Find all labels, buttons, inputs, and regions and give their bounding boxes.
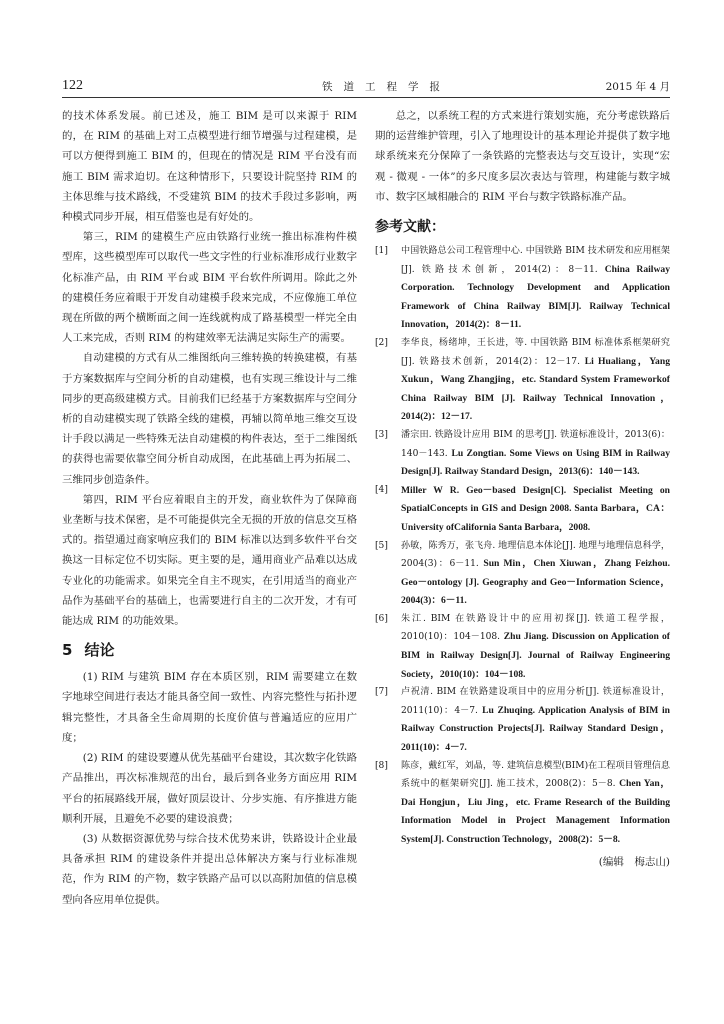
reference-item (375, 538, 670, 611)
right-column (375, 106, 670, 869)
reference-en: Miller W R. Geo－based Design[C]. Specialist Meeting on SpatialConcepts in GIS and Design 2008. Santa Barbara，CA：University ofCalifornia Santa Barbara，2008. (401, 484, 670, 533)
header-rule (62, 97, 670, 98)
reference-item (375, 335, 670, 427)
reference-en: Lu Zongtian. Some Views on Using BIM in Railway Design[J]. Railway Standard Design，2013(6)：140－143. (401, 447, 670, 478)
reference-en: Sun Min，Chen Xiuwan，Zhang Feizhou. Geo－ontology [J]. Geography and Geo－Information Science，2004(3)：6－11. (401, 558, 670, 607)
reference-number: [8] (375, 760, 388, 771)
reference-cn: 孙敏，陈秀万，张飞舟. 地理信息本体论[J]. 地理与地理信息科学，2004(3)：6－11. (401, 540, 670, 570)
reference-cn: 中国铁路总公司工程管理中心. 中国铁路 BIM 技术研发和应用框架[J]. 铁路技术创新，2014(2)：8－11. (401, 246, 670, 275)
reference-number: [6] (375, 613, 388, 624)
section-title: 结论 (84, 641, 115, 660)
reference-number: [7] (375, 687, 388, 698)
conclusion-paragraph: (2) RIM 的建设要遵从优先基础平台建设，其次数字化铁路产品推出，再次标准规范的出台，最后到各业务方面应用 RIM 平台的拓展路线开展，做好顶层设计、分步实施、有序推进方能顺利开展，且避免不必要的建设浪费； (62, 752, 357, 825)
conclusion-paragraph: (3) 从数据资源优势与综合技术优势来讲，铁路设计企业最具备承担 RIM 的建设条件并提出总体解决方案与行业标准规范，作为 RIM 的产物，数字铁路产品可以以高附加值的信息模型向各应用单位提供。 (62, 832, 357, 906)
section-number: 5 (62, 641, 73, 660)
reference-number: [4] (375, 484, 388, 495)
reference-body (401, 684, 670, 757)
body-paragraph: 第四，RIM 平台应着眼自主的开发，商业软件为了保障商业垄断与技术保密，是不可能提供完全无损的开放的信息交互格式的。指望通过商家响应我们的 BIM 标准以达到多软件平台交换这一目标定位不切实际。更主要的是，通用商业产品难以达成专业化的功能需求。如果完全自主不现实，在引用适当的商业产品作为基础平台的基础上，也需要进行自主的二次开发，才有可能达成 RIM 的功能效果。 (62, 493, 357, 628)
reference-en: China Railway Corporation. Technology Development and Application Framework of China Railway BIM[J]. Railway Technical Innovation，2014(2)：8－11. (401, 263, 670, 331)
reference-number: [2] (375, 337, 388, 348)
summary-paragraph: 总之，以系统工程的方式来进行策划实施，充分考虑铁路后期的运营维护管理，引入了地理设计的基本理论并提供了数字地球系统来充分保障了一条铁路的完整表达与交互设计，实现“宏观 - 微观 - 一体”的多尺度多层次表达与管理，构建能与数字城市、数字区域相融合的 RIM 平台与数字铁路标准产品。 (375, 110, 670, 203)
issue-date: 2015 年 4 月 (605, 81, 670, 93)
reference-body (401, 611, 670, 684)
reference-body (401, 335, 670, 427)
reference-cn: 卢祝清. BIM 在铁路建设项目中的应用分析[J]. 铁道标准设计，2011(10)：4－7. (401, 687, 670, 716)
reference-en: Lu Zhuqing. Application Analysis of BIM in Railway Construction Projects[J]. Railway Standard Design，2011(10)：4－7. (401, 704, 670, 754)
section-heading (62, 639, 357, 661)
page-header (62, 78, 670, 96)
reference-body (401, 243, 670, 335)
reference-cn: 李华良，杨绪坤，王长进，等. 中国铁路 BIM 标准体系框架研究[J]. 铁路技术创新，2014(2)：12－17. (401, 337, 670, 367)
reference-item (375, 482, 670, 538)
page-number: 122 (62, 78, 83, 93)
conclusion-paragraph: (1) RIM 与建筑 BIM 存在本质区别，RIM 需要建立在数字地球空间进行表达才能具备空间一致性、内容完整性与拓扑逻辑完整性，才具备全生命周期的长度价值与普遍适应的应用广度； (62, 671, 357, 744)
reference-item (375, 684, 670, 757)
reference-en: Zhu Jiang. Discussion on Application of BIM in Railway Design[J]. Journal of Railway Engineering Society，2010(10)：104－108. (401, 631, 670, 680)
references-heading: 参考文献： (375, 219, 445, 236)
reference-en: Li Hualiang，Yang Xukun，Wang Zhangjing，etc. Standard System Frameworkof China Railway BIM [J]. Railway Technical Innovation，2014(2)：12－17. (401, 355, 670, 423)
reference-item (375, 758, 670, 850)
reference-item (375, 427, 670, 482)
reference-number: [3] (375, 429, 388, 440)
reference-body (401, 758, 670, 850)
reference-number: [5] (375, 540, 388, 551)
reference-cn: 陈彦，戴红军，刘晶，等. 建筑信息模型(BIM)在工程项目管理信息系统中的框架研究[J]. 施工技术，2008(2)：5－8. (401, 760, 670, 790)
body-paragraph: 的技术体系发展。前已述及，施工 BIM 是可以来源于 RIM 的，在 RIM 的基础上对工点模型进行细节增强与过程建模，是可以方便得到施工 BIM 的，但现在的情况是 RIM 平台没有而施工 BIM 需求迫切。在这种情形下，只要设计院坚持 RIM 的主体思维与技术路线，不受建筑 BIM 的技术手段过多影响，两种模式同步开展，相互借鉴也是有好处的。 (62, 110, 357, 224)
journal-name: 铁道工程学报 (322, 81, 451, 93)
reference-body (401, 427, 670, 482)
reference-en: Chen Yan，Dai Hongjun，Liu Jing，etc. Frame Research of the Building Information Model in Project Management Information System[J]. Construction Technology，2008(2)：5－8. (401, 778, 670, 846)
reference-number: [1] (375, 246, 388, 257)
reference-item (375, 611, 670, 684)
left-column (62, 106, 357, 910)
reference-cn: 朱江. BIM 在铁路设计中的应用初探[J]. 铁道工程学报，2010(10)：104－108. (401, 613, 670, 643)
reference-body (401, 482, 670, 538)
reference-body (401, 538, 670, 611)
body-paragraph: 自动建模的方式有从二维图纸向三维转换的转换建模，有基于方案数据库与空间分析的自动建模，也有实现三维设计与二维同步的更高级建模方式。目前我们已经基于方案数据库与空间分析的自动建模实现了铁路全线的建模，再辅以简单地三维交互设计手段以满足一些特殊无法自动建模的构件表达，至于二维图纸的获得也需要依靠空间分析自动成图，在此基础上再为拓展二、三维同步创造条件。 (62, 352, 357, 486)
reference-list (375, 243, 670, 850)
body-paragraph: 第三，RIM 的建模生产应由铁路行业统一推出标准构件模型库，这些模型库可以取代一些文字性的行业标准形成行业数字化标准产品，由 RIM 平台或 BIM 平台软件所调用。除此之外的建模任务应着眼于开发自动建模手段来完成，不应像施工单位现在所做的两个横断面之间一连线就构成了路基模型一样完全由人工来完成，否则 RIM 的构建效率无法满足实际生产的需要。 (62, 231, 357, 345)
reference-item (375, 243, 670, 335)
reference-cn: 潘宗田. 铁路设计应用 BIM 的思考[J]. 铁道标准设计，2013(6)：140－143. (401, 429, 670, 459)
editor-credit: (编辑 梅志山) (598, 855, 670, 868)
